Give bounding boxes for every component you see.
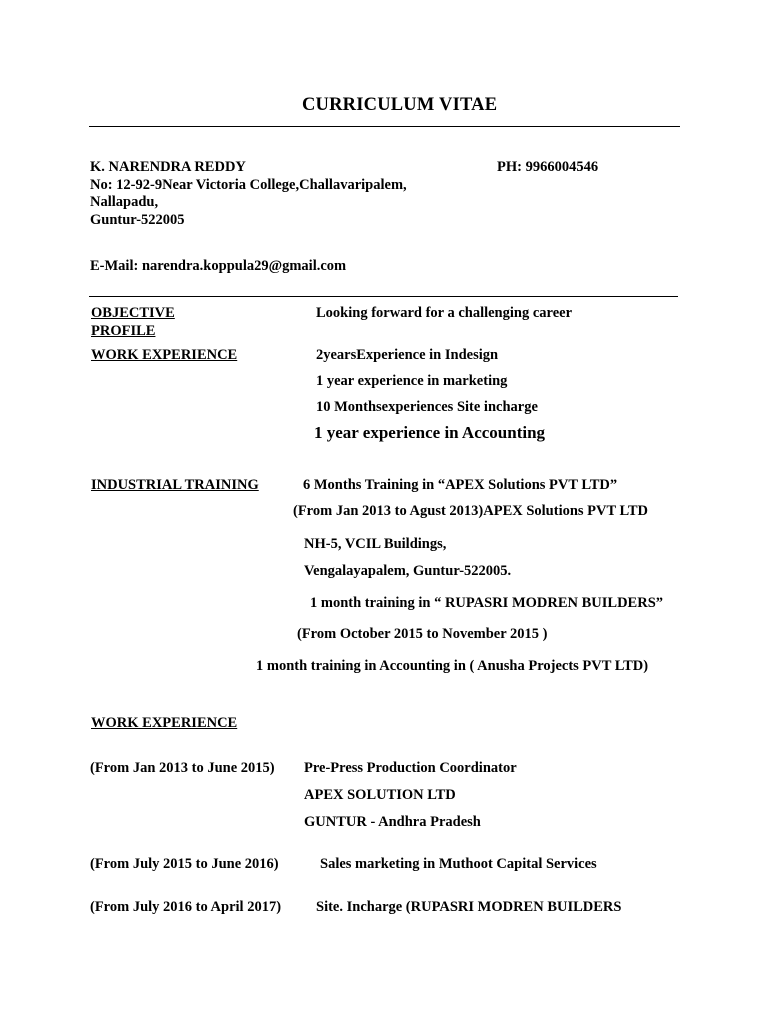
phone-number: PH: 9966004546 (497, 159, 599, 175)
training-line: (From Jan 2013 to Agust 2013)APEX Solutions PVT LTD (293, 503, 649, 519)
work-summary-label: WORK EXPERIENCE (91, 347, 238, 363)
training-line: Vengalayapalem, Guntur-522005. (304, 563, 512, 579)
work-detail: APEX SOLUTION LTD (304, 787, 456, 803)
work-detail: Site. Incharge (RUPASRI MODREN BUILDERS (316, 899, 622, 915)
work-detail: Pre-Press Production Coordinator (304, 760, 517, 776)
address-line-2: Nallapadu, (90, 194, 159, 210)
title-rule (89, 126, 680, 127)
training-line: NH-5, VCIL Buildings, (304, 536, 447, 552)
objective-label-profile: PROFILE (91, 323, 156, 339)
address-line-1: No: 12-92-9Near Victoria College,Challavaripalem, (90, 177, 407, 193)
training-line: (From October 2015 to November 2015 ) (297, 626, 548, 642)
address-line-3: Guntur-522005 (90, 212, 185, 228)
objective-text: Looking forward for a challenging career (316, 305, 573, 321)
work-summary-item: 1 year experience in Accounting (314, 423, 546, 442)
work-summary-item: 2yearsExperience in Indesign (316, 347, 499, 363)
training-line: 1 month training in Accounting in ( Anusha Projects PVT LTD) (256, 658, 649, 674)
training-line: 1 month training in “ RUPASRI MODREN BUILDERS” (310, 595, 664, 611)
contact-rule (89, 296, 678, 297)
work-summary-item: 10 Monthsexperiences Site incharge (316, 399, 538, 415)
work-detail: GUNTUR - Andhra Pradesh (304, 814, 481, 830)
email: E-Mail: narendra.koppula29@gmail.com (90, 258, 347, 274)
training-line: 6 Months Training in “APEX Solutions PVT LTD” (303, 477, 618, 493)
applicant-name: K. NARENDRA REDDY (90, 159, 246, 175)
work-period: (From Jan 2013 to June 2015) (90, 760, 275, 776)
objective-label: OBJECTIVE (91, 305, 175, 321)
work-summary-item: 1 year experience in marketing (316, 373, 508, 389)
training-label: INDUSTRIAL TRAINING (91, 477, 259, 493)
document-title: CURRICULUM VITAE (302, 95, 498, 115)
work-period: (From July 2016 to April 2017) (90, 899, 282, 915)
work-detail: Sales marketing in Muthoot Capital Services (320, 856, 597, 872)
work-history-label: WORK EXPERIENCE (91, 715, 238, 731)
work-period: (From July 2015 to June 2016) (90, 856, 279, 872)
